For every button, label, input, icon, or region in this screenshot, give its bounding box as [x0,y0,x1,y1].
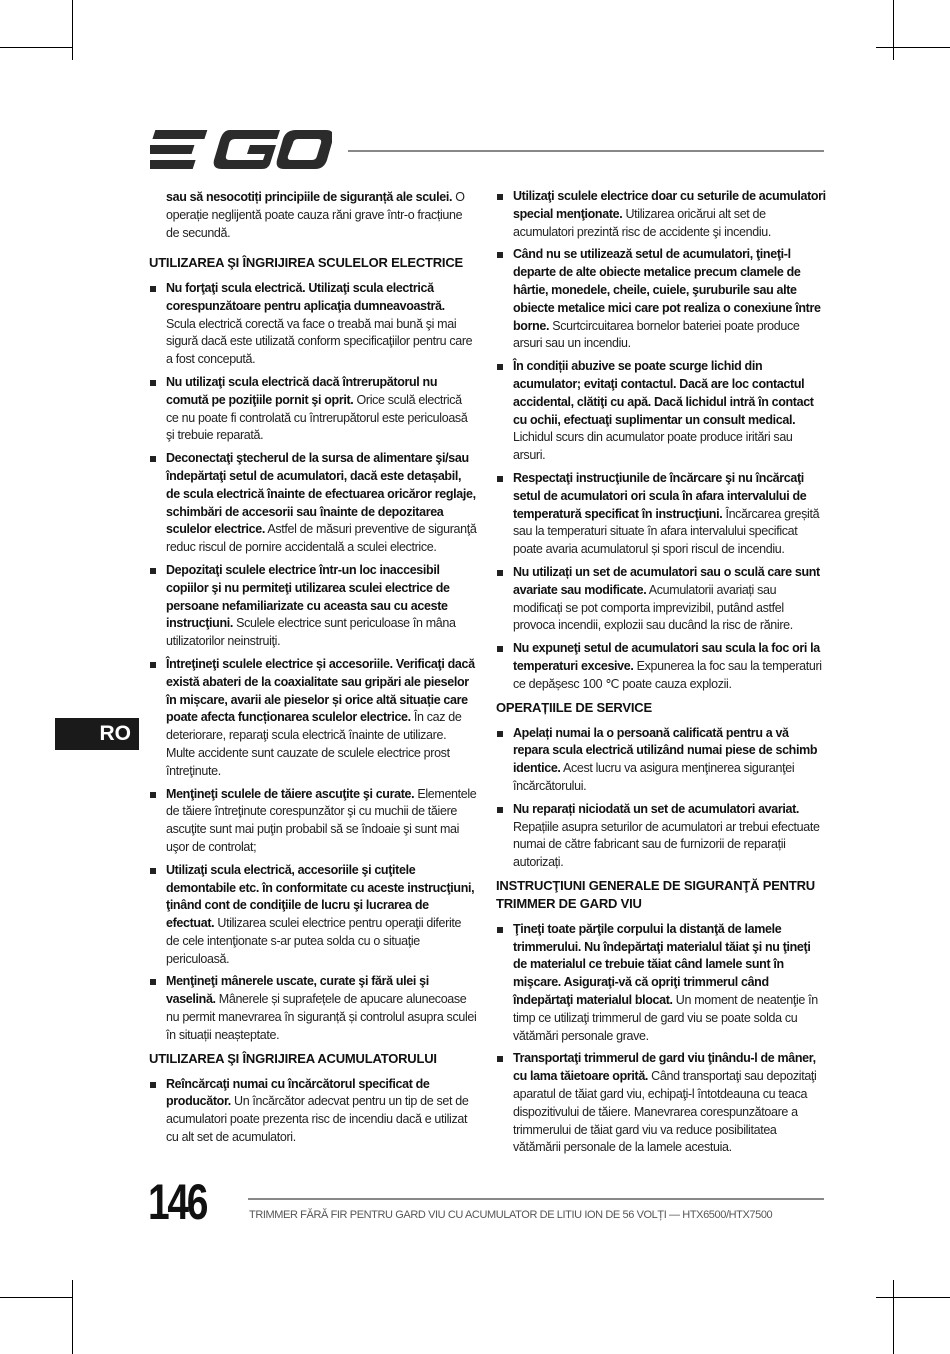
right-sections [496,188,826,1157]
square-bullet-icon [150,868,156,874]
intro-text: O operație neglijentă poate cauza răni grave într-o fracțiune de secundă. [166,190,465,240]
item-text: Orice sculă electrică ce nu poate fi controlată cu întrerupătorul este periculoasă şi trebuie reparată. [166,392,468,443]
list-item [149,450,477,557]
item-text: Sculele electrice sunt periculoase în mâna utilizatorilor neinstruiţi. [166,616,456,649]
crop-mark [876,47,950,48]
square-bullet-icon [497,807,503,813]
item-bold-text: Nu forţaţi scula electrică. Utilizaţi scula electrică corespunzătoare pentru aplicaţia dumneavoastră. [166,281,445,313]
square-bullet-icon [150,1082,156,1088]
item-bold-text: Apelați numai la o persoană calificată pentru a vă repara scula electrică utilizând numai piese de schimb identice. [513,725,818,776]
language-tab [55,718,139,750]
item-bold-text: Când nu se utilizează setul de acumulatori, ţineţi-l departe de alte obiecte metalice precum clamele de hârtie, monedele, cheile, cuiele, şuruburile sau alte obiecte metalice mici care pot realiza o conexiune între borne. [513,247,821,333]
item-text: Utilizarea oricărui alt set de acumulatori prezintă risc de accidente şi incendiu. [513,206,771,239]
item-bold-text: Reîncărcaţi numai cu încărcătorul specificat de producător. [166,1076,430,1109]
header-rule [348,150,824,152]
left-sections [149,254,477,1147]
item-bold-text: Întreţineţi sculele electrice și accesoriile. Verificaţi dacă există abateri de la coaxialitate sau gripări ale pieselor în mișcare, avarii ale pieselor și orice altă situație care poate afecta funcționarea sculelor electrice. [166,656,475,725]
item-bold-text: Respectaţi instrucţiunile de încărcare şi nu încărcaţi setul de acumulatori ori scula în afara intervalului de temperatură specificat în instrucţiuni. [513,470,807,521]
list-item [149,1076,477,1147]
item-text: Scurtcircuitarea bornelor bateriei poate produce arsuri sau un incendiu. [513,318,800,351]
list-item [496,1050,826,1157]
list-item [149,562,477,651]
list-item [149,656,477,781]
list-item [149,280,477,369]
crop-mark [0,1297,72,1298]
list-item [149,973,477,1044]
item-text: Acumulatorii avariați sau modificați se pot comporta imprevizibil, putând astfel provoca incendii, explozii sau ducând la risc de rănire. [513,582,793,633]
list-item [149,374,477,445]
item-bold-text: Nu expuneţi setul de acumulatori sau scula la foc ori la temperaturi excesive. [513,641,820,673]
bullet-list [149,280,477,1045]
square-bullet-icon [150,456,156,462]
item-bold-text: Ţineţi toate părţile corpului la distanţă de lamele trimmerului. Nu îndepărtaţi materialul tăiat şi nu ţineţi de materialul ce trebuie tăiat când lamele sunt în mişcare. Asiguraţi-vă că opriţi trimmerul când îndepărtaţi materialul blocat. [513,921,811,1008]
bullet-list [149,1076,477,1147]
section-heading: UTILIZAREA ŞI ÎNGRIJIREA SCULELOR ELECTRICE [149,255,464,270]
item-bold-text: Utilizaţi scula electrică, accesoriile şi cuţitele demontabile etc. în conformitate cu aceste instrucţiuni, ţinând cont de condiţiile de lucru şi lucrarea de efectuat. [166,862,475,931]
item-text: Acest lucru va asigura menţinerea siguranţei încărcătorului. [513,761,795,793]
square-bullet-icon [497,364,503,370]
item-text: Elementele de tăiere întreţinute corespunzător şi cu muchii de tăiere ascuţite sunt mai puţin probabil să se îndoaie şi sunt mai uşor de controlat; [166,786,477,854]
item-bold-text: Utilizaţi sculele electrice doar cu seturile de acumulatori special menţionate. [513,189,826,221]
list-item [496,358,826,465]
footer-text: TRIMMER FĂRĂ FIR PENTRU GARD VIU CU ACUMULATOR DE LITIU ION DE 56 VOLȚI — HTX6500/HTX7500 [249,1209,773,1221]
left-column [149,188,477,1152]
right-column [496,188,826,1162]
section-heading: OPERAȚIILE DE SERVICE [496,699,652,715]
list-item [496,564,826,635]
item-bold-text: În condiții abuzive se poate scurge lichid din acumulator; evitaţi contactul. Dacă are loc contactul accidental, clătiţi cu apă. Dacă lichidul intră în contact cu ochii, efectuaţi suplimentar un consult medical. [513,359,814,427]
list-item [496,725,826,796]
language-tab-label: RO [99,722,131,745]
list-item [496,801,826,872]
item-bold-text: Transportaţi trimmerul de gard viu ţinându-l de mâner, cu lama tăietoare oprită. [513,1051,816,1084]
crop-mark [893,1280,894,1354]
crop-mark [893,0,894,60]
square-bullet-icon [497,194,503,200]
item-text: Încărcarea greșită sau la temperaturi situate în afara intervalului specificat poate avaria acumulatorul și spori riscul de incendiu. [513,506,820,557]
item-text: Un moment de neatenţie în timp ce utilizaţi trimmerul de gard viu se poate solda cu vătămări personale grave. [513,993,818,1043]
item-text: Când transportaţi sau depozitaţi aparatul de tăiat gard viu, echipaţi-l întotdeauna cu teaca dispozitivului de tăiere. Manevrarea corespunzătoare a trimmerului de tăiat gard viu va reduce posibilitatea vătămării personale de la lamele acestuia. [513,1069,817,1155]
list-item [149,862,477,969]
ego-logo [150,128,332,172]
bullet-list [496,725,826,872]
item-bold-text: Depozitaţi sculele electrice într-un loc inaccesibil copiilor şi nu permiteţi utilizarea sculei electrice de persoane nefamiliarizate cu aceasta sau cu aceste instrucţiuni. [166,562,450,631]
square-bullet-icon [150,380,156,386]
list-item [496,246,826,353]
crop-mark [0,47,72,48]
square-bullet-icon [150,568,156,574]
item-text: Un încărcător adecvat pentru un tip de set de acumulatori poate prezenta risc de incendiu dacă e utilizat cu alt set de acumulatori. [166,1094,469,1145]
item-text: Lichidul scurs din acumulator poate produce iritări sau arsuri. [513,430,793,463]
item-text: Scula electrică corectă va face o treabă mai bună şi mai sigură dacă este utilizată conform specificaţiilor pentru care a fost concepută. [166,316,473,367]
intro-bold: sau să nesocotiți principiile de siguranță ale sculei. [166,190,453,204]
bullet-list [496,921,826,1157]
item-text: În caz de deteriorare, reparaţi scula electrică înainte de utilizare. Multe accidente sunt cauzate de sculele electrice prost întreţinute. [166,710,462,778]
list-item [496,640,826,693]
item-bold-text: Nu reparați niciodată un set de acumulatori avariat. [513,801,800,816]
item-text: Utilizarea sculei electrice pentru operaţii diferite de cele intenţionate s-ar putea solda cu o situaţie periculoasă. [166,916,462,966]
item-text: Repațiile asupra seturilor de acumulatori ar trebui efectuate numai de către fabricant sau de furnizorii de reparații autorizați. [513,819,820,870]
item-bold-text: Nu utilizați un set de acumulatori sau o sculă care sunt avariate sau modificate. [513,564,820,597]
square-bullet-icon [150,792,156,798]
item-bold-text: Deconectaţi ştecherul de la sursa de alimentare şi/sau îndepărtaţi setul de acumulatori, dacă este detașabil, de scula electrică înainte de efectuarea oricăror reglaje, schimbări de accesorii sau înainte de depozitarea sculelor electrice. [166,451,476,537]
bullet-list [496,188,826,694]
crop-mark [72,1280,73,1354]
crop-mark [72,0,73,60]
crop-mark [876,1297,950,1298]
list-item [496,188,826,241]
footer-rule [248,1198,824,1200]
item-bold-text: Nu utilizaţi scula electrică dacă întrerupătorul nu comută pe poziţiile pornit şi oprit. [166,374,438,407]
square-bullet-icon [497,476,503,482]
item-text: Astfel de măsuri preventive de siguranţă reduc riscul de pornire accidentală a sculei electrice. [166,522,477,555]
square-bullet-icon [497,1056,503,1062]
square-bullet-icon [497,570,503,576]
item-bold-text: Menţineţi sculele de tăiere ascuţite şi curate. [166,786,415,801]
list-item [496,470,826,559]
list-item [149,786,477,857]
square-bullet-icon [150,979,156,985]
page-number: 146 [148,1174,207,1230]
list-item [496,921,826,1046]
item-bold-text: Menţineţi mânerele uscate, curate şi fără ulei şi vaselină. [166,974,429,1007]
section-heading: UTILIZAREA ŞI ÎNGRIJIREA ACUMULATORULUI [149,1050,437,1066]
square-bullet-icon [497,646,503,652]
square-bullet-icon [497,731,503,737]
square-bullet-icon [497,927,503,933]
item-text: Expunerea la foc sau la temperaturi ce depășesc 100 ℃ poate cauza explozii. [513,658,822,691]
square-bullet-icon [150,662,156,668]
section-heading: INSTRUCŢIUNI GENERALE DE SIGURANŢĂ PENTRU TRIMMER DE GARD VIU [496,877,815,911]
intro-paragraph [166,188,477,242]
square-bullet-icon [150,286,156,292]
square-bullet-icon [497,252,503,258]
item-text: Mânerele și suprafețele de apucare alunecoase nu permit manevrarea în siguranță și controlul asupra sculei în situații neașteptate. [166,992,477,1042]
